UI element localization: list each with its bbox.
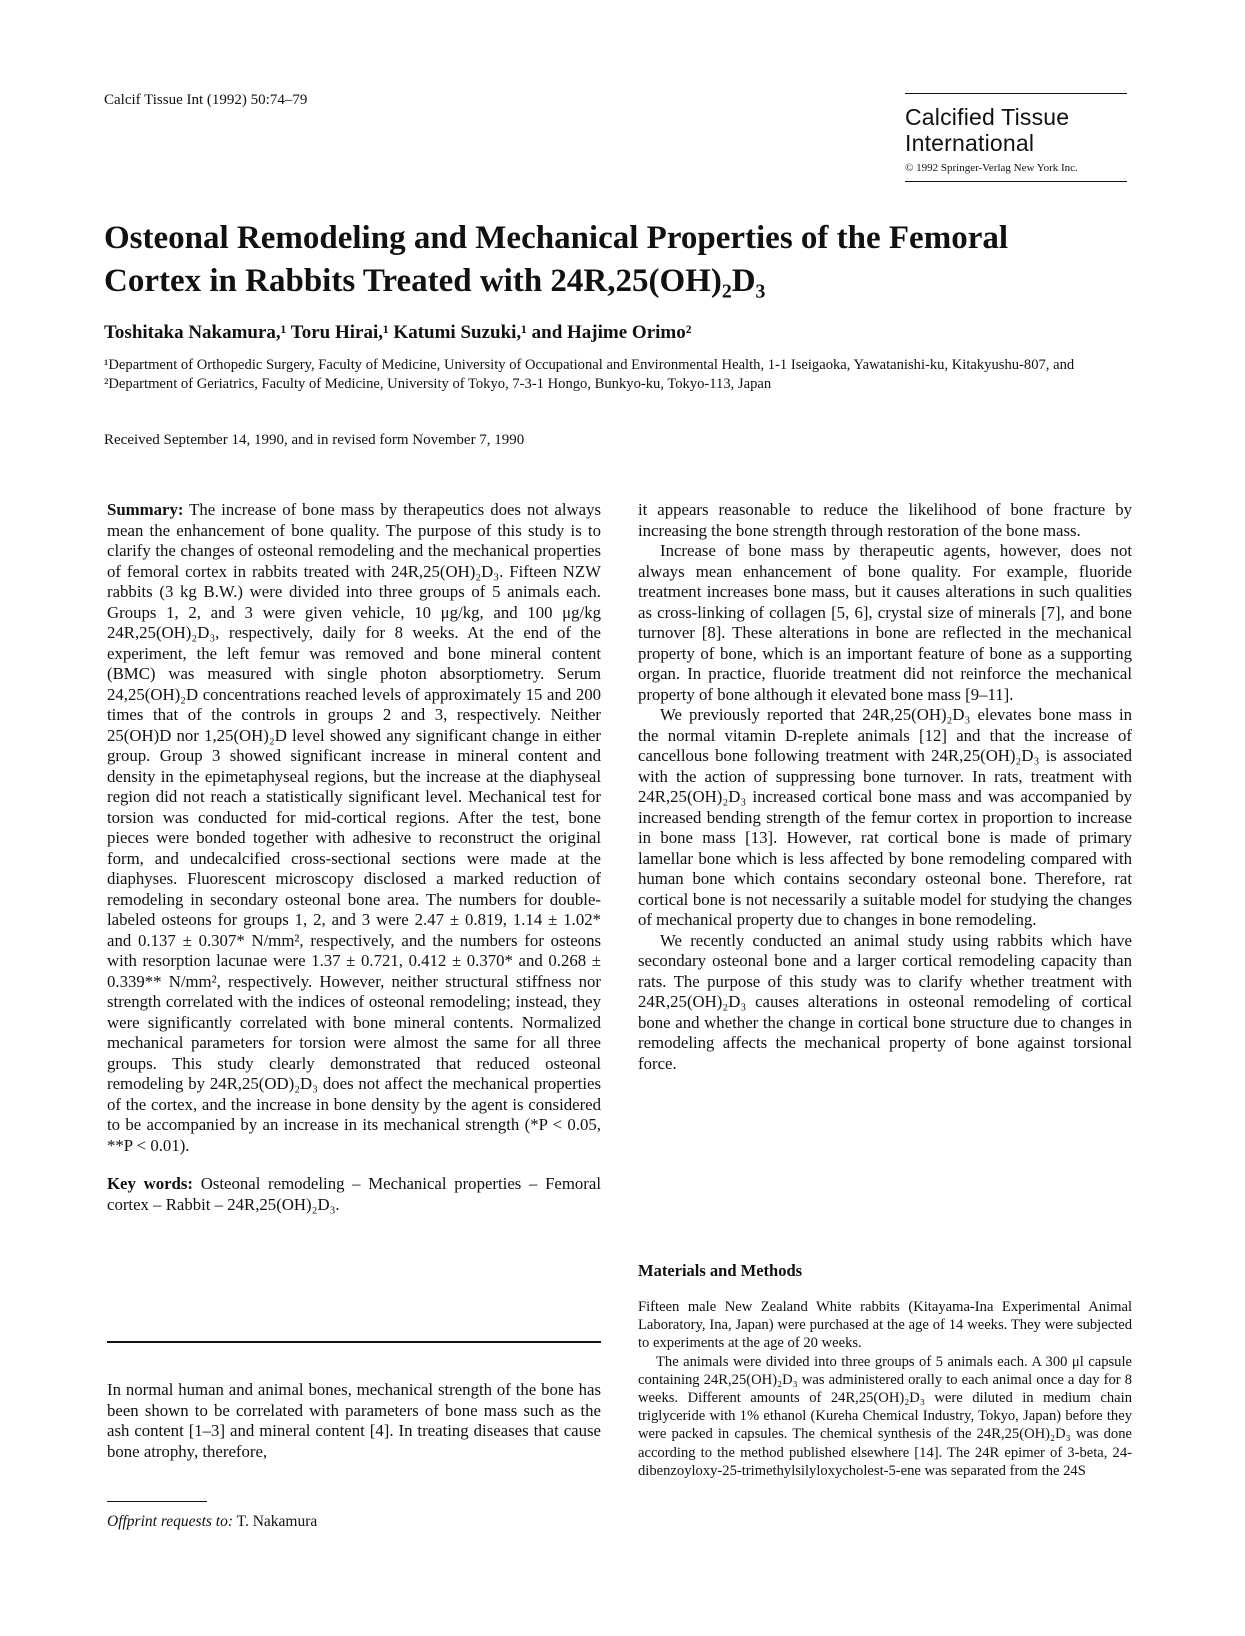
intro-paragraph: In normal human and animal bones, mechanical strength of the bone has been shown to be correlated with parameters of bone mass such as the ash content [1–3] and mineral content [4]. In treating diseases that cause bone atrophy, therefore, [107,1380,601,1461]
author-list: Toshitaka Nakamura,¹ Toru Hirai,¹ Katumi Suzuki,¹ and Hajime Orimo² [104,322,692,343]
abstract-divider [107,1341,601,1343]
left-column [107,500,601,1215]
offprint-footnote [107,1513,317,1531]
methods-paragraph-2: The animals were divided into three groups of 5 animals each. A 300 μl capsule containing 24R,25(OH)₂D₃ was administered orally to each animal once a day for 8 weeks. Different amounts of 24R,25(OH)₂D₃ were diluted in medium chain triglyceride with 1% ethanol (Kureha Chemical Industry, Tokyo, Japan) before they were packed in capsules. The chemical synthesis of the 24R,25(OH)₂D₃ was done according to the method published elsewhere [14]. The 24R epimer of 3-beta, 24-dibenzoyloxy-25-trimethylsilyloxycholest-5-ene was separated from the 24S [638,1353,1132,1479]
article-title [104,217,1134,303]
journal-masthead [905,93,1127,182]
journal-name-line2: International [905,130,1035,156]
keywords-text: Osteonal remodeling – Mechanical properties – Femoral cortex – Rabbit – 24R,25(OH)₂D₃. [107,1174,602,1214]
methods-paragraph-1: Fifteen male New Zealand White rabbits (Kitayama-Ina Experimental Animal Laboratory, Ina, Japan) were purchased at the age of 14 weeks. They were subjected to experiments at the age of 20 weeks. [638,1299,1132,1352]
footnote-divider [107,1501,207,1502]
previous-work-paragraph: We previously reported that 24R,25(OH)₂D₃ elevates bone mass in the normal vitamin D-replete animals [12] and that the increase of cancellous bone following treatment with 24R,25(OH)₂D₃ is associated with the action of suppressing bone turnover. In rats, treatment with 24R,25(OH)₂D₃ increased cortical bone mass and was accompanied by increased bending strength of the femur cortex in proportion to increase in bone mass [13]. However, rat cortical bone is made of primary lamellar bone which is less affected by bone remodeling compared with human bone which contains secondary osteonal bone. Therefore, rat cortical bone is not necessarily a suitable model for studying the changes of mechanical property due to changes in bone remodeling. [638,705,1132,929]
summary-text: The increase of bone mass by therapeutics does not always mean the enhancement of bone quality. The purpose of this study is to clarify the changes of osteonal remodeling and the mechanical properties of femoral cortex in rabbits treated with 24R,25(OH)₂D₃. Fifteen NZW rabbits (3 kg B.W.) were divided into three groups of 5 animals each. Groups 1, 2, and 3 were given vehicle, 10 μg/kg, and 100 μg/kg 24R,25(OH)₂D₃, respectively, daily for 8 weeks. At the end of the experiment, the left femur was removed and bone mineral content (BMC) was measured with single photon absorptiometry. Serum 24,25(OH)₂D concentrations reached levels of approximately 15 and 200 times that of the controls in groups 2 and 3, respectively. Neither 25(OH)D nor 1,25(OH)₂D level showed any significant change in either group. Group 3 showed significant increase in mineral content and density in the epimetaphyseal regions, but the increase at the diaphyseal region did not reach a statistically significant level. Mechanical test for torsion was conducted for mid-cortical regions. After the test, bone pieces were bonded together with adhesive to reconstruct the original form, and undecalcified cross-sectional sections were made at the diaphyses. Fluorescent microscopy disclosed a marked reduction of remodeling in secondary osteonal bone area. The numbers for double-labeled osteons for groups 1, 2, and 3 were 2.47 ± 0.819, 1.14 ± 1.02* and 0.137 ± 0.307* N/mm², respectively, and the numbers for osteons with resorption lacunae were 1.37 ± 0.721, 0.412 ± 0.370* and 0.268 ± 0.339** N/mm², respectively. However, neither structural stiffness nor strength correlated with the indices of osteonal remodeling; instead, they were significantly correlated with bone mineral contents. Normalized mechanical parameters for torsion were almost the same for all three groups. This study clearly demonstrated that reduced osteonal remodeling by 24R,25(OD)₂D₃ does not affect the mechanical properties of the cortex, and the increase in bone density by the agent is considered to be accompanied by an increase in its mechanical strength (*P < 0.05, **P < 0.01). [107,500,601,1155]
title-line-1: Osteonal Remodeling and Mechanical Properties of the Femoral [104,220,1009,256]
summary-label: Summary: [107,500,184,519]
footnote-name: T. Nakamura [236,1513,318,1530]
right-column [638,500,1132,1074]
methods-heading: Materials and Methods [638,1261,803,1280]
keywords-label: Key words: [107,1174,193,1193]
journal-name [905,104,1127,156]
footnote-label: Offprint requests to: [107,1513,234,1530]
keywords-paragraph [107,1174,601,1215]
summary-paragraph [107,500,601,1156]
methods-text [638,1298,1132,1480]
fluoride-paragraph: Increase of bone mass by therapeutic agents, however, does not always mean enhancement of bone quality. For example, fluoride treatment increases bone mass, but it causes alterations in such qualities as cross-linking of collagen [5, 6], crystal size of minerals [7], and bone turnover [8]. These alterations in bone are reflected in the mechanical property of bone, which is an important feature of bone as a supporting organ. In practice, fluoride treatment did not reinforce the mechanical property of bone although it elevated bone mass [9–11]. [638,541,1132,704]
intro-continued: it appears reasonable to reduce the likelihood of bone fracture by increasing the bone strength through restoration of the bone mass. [638,500,1132,540]
masthead-top-rule [905,93,1127,94]
masthead-bottom-rule [905,181,1127,182]
purpose-paragraph: We recently conducted an animal study using rabbits which have secondary osteonal bone and a larger cortical remodeling capacity than rats. The purpose of this study was to clarify whether treatment with 24R,25(OH)₂D₃ causes alterations in osteonal remodeling of cortical bone and whether the change in cortical bone structure due to changes in remodeling affects the mechanical property of bone against torsional force. [638,930,1132,1073]
copyright-line: © 1992 Springer-Verlag New York Inc. [905,162,1078,174]
title-line-2: Cortex in Rabbits Treated with 24R,25(OH)₂D₃ [104,263,766,299]
journal-name-line1: Calcified Tissue [905,104,1070,130]
introduction-start [107,1380,601,1462]
journal-citation: Calcif Tissue Int (1992) 50:74–79 [104,92,308,108]
affiliations: ¹Department of Orthopedic Surgery, Faculty of Medicine, University of Occupational and Environmental Health, 1-1 Iseigaoka, Yawatanishi-ku, Kitakyushu-807, and ²Department of Geriatrics, Faculty of Medicine, University of Tokyo, 7-3-1 Hongo, Bunkyo-ku, Tokyo-113, Japan [104,357,1075,392]
received-dates: Received September 14, 1990, and in revised form November 7, 1990 [104,432,525,448]
